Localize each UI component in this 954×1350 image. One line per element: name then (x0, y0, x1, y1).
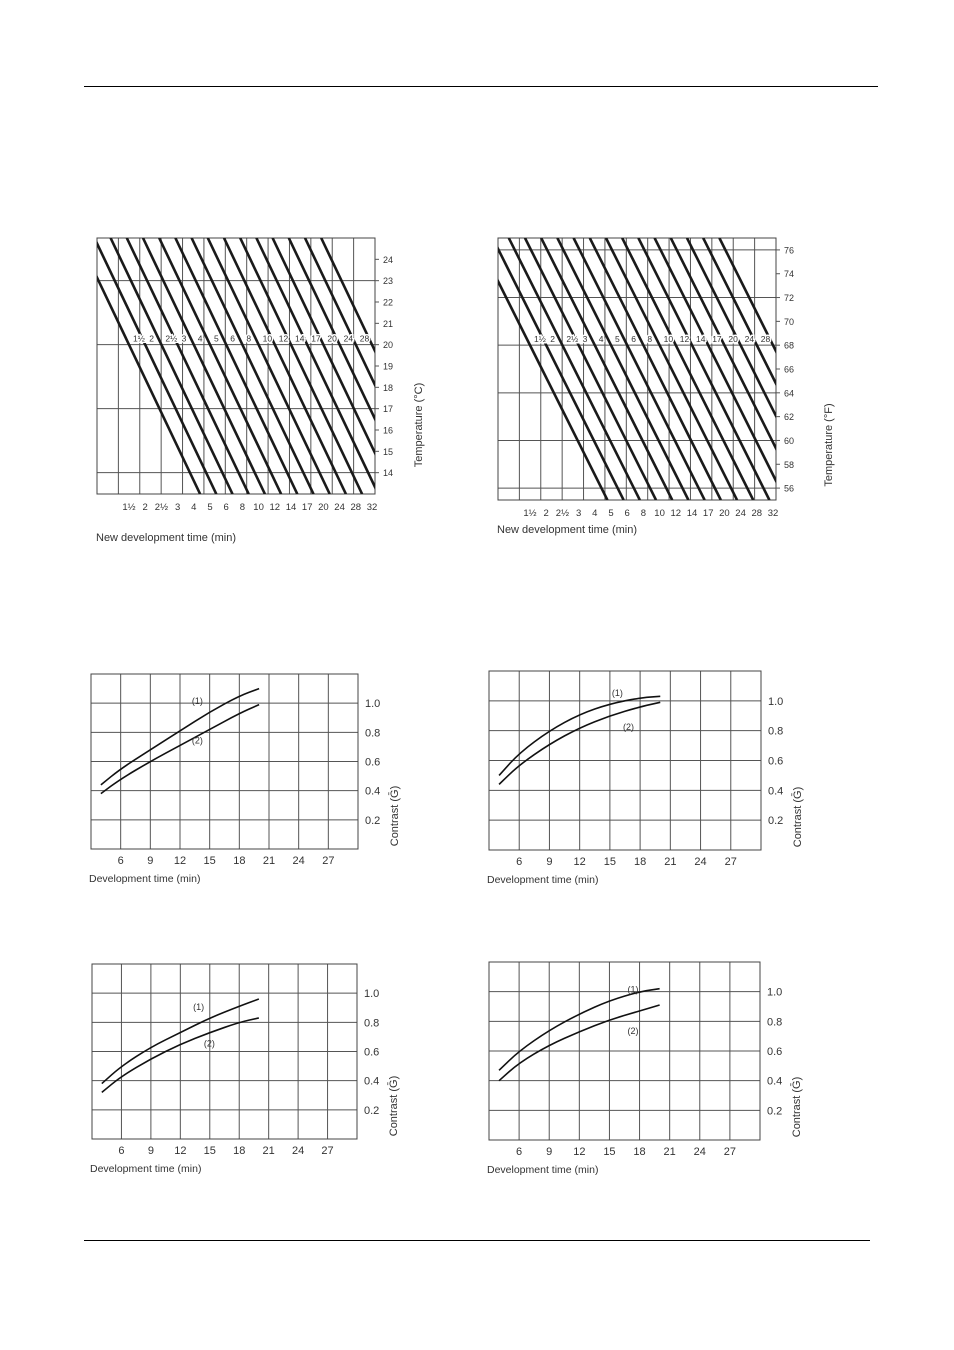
x-tick-label: 12 (573, 1146, 586, 1158)
y-tick-label: 0.4 (364, 1075, 380, 1088)
x-tick-label: 12 (573, 856, 586, 868)
x-tick-label: 12 (173, 855, 187, 867)
inline-label: 14 (696, 334, 706, 345)
inline-label: 20 (728, 334, 738, 345)
x-tick-label: 9 (147, 1145, 154, 1157)
diagonal-lines (476, 238, 850, 500)
x-tick-label: 27 (724, 856, 737, 868)
x-tick-label: 27 (321, 1145, 334, 1157)
y-tick-label: 19 (383, 361, 394, 372)
y-tick-label: 0.8 (364, 1017, 380, 1030)
x-tick-label: 6 (118, 1145, 125, 1157)
series-line-17 (655, 238, 786, 500)
x-tick-label: 4 (191, 502, 197, 513)
x-tick-label: 32 (767, 508, 779, 519)
series-line-14 (240, 238, 362, 494)
y-tick-label: 62 (784, 412, 795, 423)
x-tick-label: 21 (262, 855, 276, 867)
inline-label: 17 (712, 334, 722, 345)
inline-label: 2½ (165, 333, 178, 344)
x-tick-label: 15 (603, 856, 617, 868)
y-tick-label: 15 (383, 446, 394, 457)
x-axis-label: Development time (min) (90, 1163, 202, 1175)
series-line-2 (493, 238, 624, 500)
x-tick-label: 2½ (154, 502, 169, 513)
x-tick-label: 20 (318, 502, 329, 513)
series-line-5 (159, 238, 281, 494)
y-tick-label: 22 (383, 297, 394, 308)
x-tick-label: 6 (223, 502, 229, 513)
series-label: (2) (191, 735, 203, 746)
y-axis-label: Temperature (°F) (823, 403, 835, 487)
inline-label: 10 (663, 334, 674, 345)
y-tick-label: 56 (784, 483, 795, 494)
x-tick-label: 18 (633, 1146, 646, 1158)
x-tick-label: 4 (592, 508, 598, 519)
series-line-3 (525, 238, 656, 500)
y-tick-label: 0.6 (767, 1046, 783, 1058)
y-axis-label: Temperature (°C) (413, 382, 425, 468)
series-line-17 (256, 238, 378, 494)
series-line-14 (638, 238, 769, 500)
x-tick-label: 21 (664, 856, 677, 868)
y-tick-label: 0.6 (365, 756, 381, 769)
y-tick-label: 16 (383, 425, 394, 436)
contrast-chart-4 (478, 953, 828, 1183)
x-tick-label: 5 (207, 502, 213, 513)
y-tick-label: 58 (784, 459, 795, 470)
inline-label: 28 (359, 333, 370, 344)
y-tick-label: 1.0 (365, 698, 381, 711)
inline-label: 28 (760, 334, 771, 345)
x-tick-label: 17 (301, 502, 313, 513)
x-tick-label: 24 (693, 1146, 706, 1158)
y-tick-label: 0.8 (767, 1016, 783, 1029)
x-tick-label: 5 (608, 508, 614, 519)
x-tick-label: 17 (702, 508, 714, 519)
x-tick-label: 6 (624, 508, 630, 519)
y-tick-label: 64 (784, 388, 795, 399)
x-tick-label: 14 (285, 502, 297, 513)
series-label: (1) (627, 984, 639, 995)
x-tick-label: 32 (366, 502, 378, 513)
x-tick-label: 1½ (523, 508, 537, 519)
contrast-chart-2 (478, 662, 828, 892)
inline-label: 12 (679, 334, 690, 345)
series-label: (2) (627, 1025, 639, 1036)
x-tick-label: 2½ (555, 508, 570, 519)
series-label: (1) (191, 695, 203, 706)
x-tick-label: 12 (269, 502, 281, 513)
x-tick-label: 3 (575, 508, 582, 519)
series-line-6 (175, 238, 297, 494)
x-tick-label: 24 (292, 855, 305, 867)
x-tick-label: 15 (603, 1146, 616, 1158)
x-tick-label: 8 (239, 502, 246, 513)
y-tick-label: 20 (383, 340, 394, 351)
x-tick-label: 6 (516, 1146, 523, 1158)
y-tick-label: 17 (383, 404, 394, 415)
y-tick-label: 1.0 (767, 986, 783, 999)
header-rule (84, 86, 878, 87)
inline-label: 2½ (566, 334, 579, 345)
x-tick-label: 27 (322, 855, 335, 867)
x-tick-label: 3 (174, 502, 181, 513)
x-tick-label: 6 (516, 856, 523, 868)
y-tick-label: 0.6 (768, 755, 784, 768)
inline-label: 8 (647, 334, 653, 345)
series-line-2.5 (509, 238, 640, 500)
y-tick-label: 76 (784, 245, 795, 256)
inline-label: 2 (550, 334, 555, 345)
series-line-4 (541, 238, 672, 500)
x-tick-label: 28 (751, 508, 763, 519)
x-tick-label: 9 (147, 855, 154, 867)
x-tick-label: 18 (233, 855, 246, 867)
contrast-chart-1 (80, 665, 430, 890)
temperature-c-chart (80, 225, 440, 555)
series-label: (1) (193, 1001, 205, 1012)
y-tick-label: 0.6 (364, 1046, 380, 1059)
x-tick-label: 20 (719, 508, 730, 519)
y-axis-label: Contrast (Ḡ) (791, 1076, 803, 1138)
series-line-10 (606, 238, 737, 500)
x-tick-label: 10 (253, 502, 264, 513)
x-tick-label: 2 (142, 502, 148, 513)
inline-label: 3 (582, 334, 588, 345)
x-tick-label: 24 (735, 508, 746, 519)
y-tick-label: 72 (784, 293, 795, 304)
x-tick-label: 14 (686, 508, 698, 519)
x-tick-label: 18 (633, 856, 647, 868)
x-tick-label: 12 (174, 1145, 187, 1157)
inline-label: 4 (598, 334, 604, 345)
x-tick-label: 24 (694, 856, 707, 868)
inline-label: 20 (327, 333, 337, 344)
y-tick-label: 0.4 (768, 785, 784, 798)
series-label: (1) (611, 687, 623, 698)
y-tick-label: 1.0 (768, 695, 784, 708)
series-line-28 (703, 238, 834, 500)
series-line-24 (687, 238, 818, 500)
x-axis-label: New development time (min) (497, 524, 637, 536)
temperature-f-chart (480, 225, 850, 545)
y-tick-label: 74 (784, 269, 795, 280)
contrast-chart-3 (80, 955, 430, 1185)
y-tick-label: 0.4 (365, 785, 381, 798)
x-tick-label: 18 (233, 1145, 246, 1157)
series-line-10 (208, 238, 330, 494)
y-tick-label: 21 (383, 318, 394, 329)
y-tick-label: 18 (383, 382, 394, 393)
series-line-6 (574, 238, 705, 500)
x-axis-label: Development time (min) (89, 873, 201, 885)
inline-label: 5 (214, 333, 219, 344)
y-tick-label: 60 (784, 435, 795, 446)
series-label: (2) (203, 1038, 215, 1049)
x-tick-label: 21 (663, 1146, 676, 1158)
y-tick-label: 68 (784, 340, 795, 351)
y-tick-label: 14 (383, 468, 394, 479)
series-line-12 (224, 238, 346, 494)
series-line-8 (192, 238, 314, 494)
series-line-2 (94, 238, 216, 494)
x-tick-label: 9 (546, 1146, 553, 1158)
inline-label: 14 (295, 333, 305, 344)
y-tick-label: 0.2 (768, 815, 784, 828)
y-tick-label: 70 (784, 316, 795, 327)
series-line-1.5 (476, 238, 607, 500)
footer-rule (84, 1240, 870, 1241)
y-tick-label: 1.0 (364, 988, 380, 1001)
series-line-3 (127, 238, 252, 494)
x-tick-label: 1½ (122, 502, 136, 513)
x-tick-label: 27 (723, 1146, 737, 1158)
x-tick-label: 21 (262, 1145, 275, 1157)
inline-label: 24 (744, 334, 755, 345)
inline-label: 4 (197, 333, 203, 344)
series-label: (2) (622, 721, 634, 732)
y-tick-label: 24 (383, 254, 394, 265)
y-tick-label: 0.2 (364, 1104, 380, 1117)
x-axis-label: New development time (min) (96, 532, 236, 544)
inline-label: 6 (631, 334, 636, 345)
x-tick-label: 10 (654, 508, 665, 519)
x-tick-label: 6 (117, 855, 124, 867)
y-axis-label: Contrast (Ḡ) (792, 786, 804, 848)
inline-label: 17 (311, 333, 321, 344)
series-line-2.5 (111, 238, 233, 494)
inline-label: 1½ (534, 334, 546, 345)
inline-label: 2 (149, 333, 154, 344)
inline-label: 8 (246, 333, 252, 344)
inline-label: 24 (343, 333, 354, 344)
y-tick-label: 0.4 (767, 1075, 783, 1088)
x-tick-label: 2 (543, 508, 549, 519)
x-tick-label: 8 (640, 508, 647, 519)
x-tick-label: 24 (334, 502, 345, 513)
y-tick-label: 23 (383, 276, 394, 287)
series-line-8 (590, 238, 721, 500)
x-tick-label: 15 (203, 1145, 216, 1157)
inline-label: 3 (181, 333, 187, 344)
series-line-1.5 (78, 238, 200, 494)
y-tick-label: 0.8 (768, 725, 784, 738)
x-tick-label: 12 (670, 508, 682, 519)
inline-label: 10 (262, 333, 273, 344)
x-tick-label: 24 (291, 1145, 305, 1157)
x-tick-label: 15 (203, 855, 216, 867)
inline-label: 1½ (133, 333, 145, 344)
y-tick-label: 66 (784, 364, 795, 375)
y-tick-label: 0.2 (767, 1105, 783, 1118)
inline-label: 12 (278, 333, 289, 344)
x-axis-label: Development time (min) (487, 874, 599, 886)
y-axis-label: Contrast (Ḡ) (388, 1075, 400, 1137)
y-tick-label: 0.2 (365, 814, 381, 827)
series-line-28 (305, 238, 427, 494)
x-axis-label: Development time (min) (487, 1164, 599, 1176)
x-tick-label: 28 (350, 502, 362, 513)
y-tick-label: 0.8 (365, 727, 381, 740)
x-tick-label: 9 (546, 856, 553, 868)
inline-label: 6 (230, 333, 235, 344)
y-axis-label: Contrast (Ḡ) (389, 785, 401, 847)
inline-label: 5 (615, 334, 620, 345)
